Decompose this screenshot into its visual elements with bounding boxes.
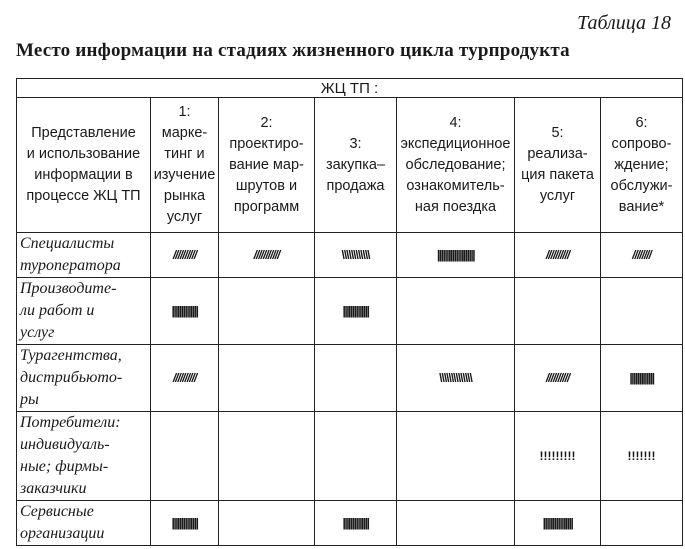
mark-cell: [601, 278, 683, 345]
stage-number: 6:: [635, 114, 648, 131]
row-label-travel-agencies: Турагентства, дистрибьюто- ры: [17, 345, 151, 412]
table-caption: Таблица 18: [577, 12, 671, 34]
stage-header-3: [315, 98, 397, 233]
mark-cell: [397, 412, 515, 501]
mark-cell: [397, 278, 515, 345]
document-title: Место информации на стадиях жизненного цикла турпродукта: [16, 40, 570, 61]
stage-number: 3:: [349, 135, 362, 152]
stage-number: 5:: [551, 125, 564, 141]
table-row: [17, 412, 683, 501]
mark-cell: [219, 345, 315, 412]
mark-cell: [219, 278, 315, 345]
lifecycle-table: [16, 78, 683, 546]
mark-cell: [515, 278, 601, 345]
mark-cell: \\\\\\\\\\\\\\: [397, 345, 515, 412]
table-row: [17, 345, 683, 412]
stage-label: проектиро- вание мар- шрутов и программ: [229, 135, 304, 215]
mark-cell: !!!!!!!: [601, 412, 683, 501]
mark-cell: //////////: [515, 233, 601, 278]
row-label-consumers: Потребители: индивидуаль- ные; фирмы- заказчики: [17, 412, 151, 501]
stage-label: закупка– продажа: [325, 156, 386, 194]
stage-label: марке- тинг и изучение рынка услуг: [153, 125, 216, 225]
mark-cell: //////////: [515, 345, 601, 412]
mark-cell: ||||||||||||||: [151, 501, 219, 546]
mark-cell: ||||||||||||||: [151, 278, 219, 345]
mark-cell: ||||||||||||||: [315, 278, 397, 345]
stage-header-6: [601, 98, 683, 233]
row-label-service-organizations: Сервисные организации: [17, 501, 151, 546]
mark-cell: ||||||||||||||: [315, 501, 397, 546]
mark-cell: [397, 501, 515, 546]
stage-label: реализа- ция пакета услуг: [521, 146, 594, 204]
mark-cell: //////////: [151, 233, 219, 278]
mark-cell: \\\\\\\\\\\\: [315, 233, 397, 278]
table-row: [17, 501, 683, 546]
stage-header-2: [219, 98, 315, 233]
header-row: [17, 98, 683, 233]
row-label-service-producers: Производите- ли работ и услуг: [17, 278, 151, 345]
mark-cell: [219, 501, 315, 546]
mark-cell: [601, 501, 683, 546]
stage-header-5: [515, 98, 601, 233]
mark-cell: [219, 412, 315, 501]
lifecycle-header: ЖЦ ТП :: [17, 79, 683, 98]
mark-cell: [151, 412, 219, 501]
table-row: [17, 233, 683, 278]
row-label-operator-specialists: Специалисты туроператора: [17, 233, 151, 278]
mark-cell: |||||||||||||: [601, 345, 683, 412]
mark-cell: ||||||||||||||||||||: [397, 233, 515, 278]
mark-cell: [315, 345, 397, 412]
mark-cell: [315, 412, 397, 501]
mark-cell: ||||||||||||||||: [515, 501, 601, 546]
mark-cell: ////////: [601, 233, 683, 278]
representation-header: Представление и использование информации в процессе ЖЦ ТП: [17, 98, 151, 233]
stage-label: экспедиционное обследование; ознакомитель- ная поездка: [400, 135, 511, 215]
mark-cell: !!!!!!!!!: [515, 412, 601, 501]
table-row: [17, 278, 683, 345]
mark-cell: //////////: [151, 345, 219, 412]
mark-cell: ///////////: [219, 233, 315, 278]
stage-header-4: [397, 98, 515, 233]
stage-header-1: [151, 98, 219, 233]
stage-label: сопрово- ждение; обслужи- вание*: [610, 135, 673, 215]
stage-number: 1:: [178, 104, 191, 120]
stage-number: 4:: [449, 114, 462, 131]
stage-number: 2:: [260, 114, 273, 131]
